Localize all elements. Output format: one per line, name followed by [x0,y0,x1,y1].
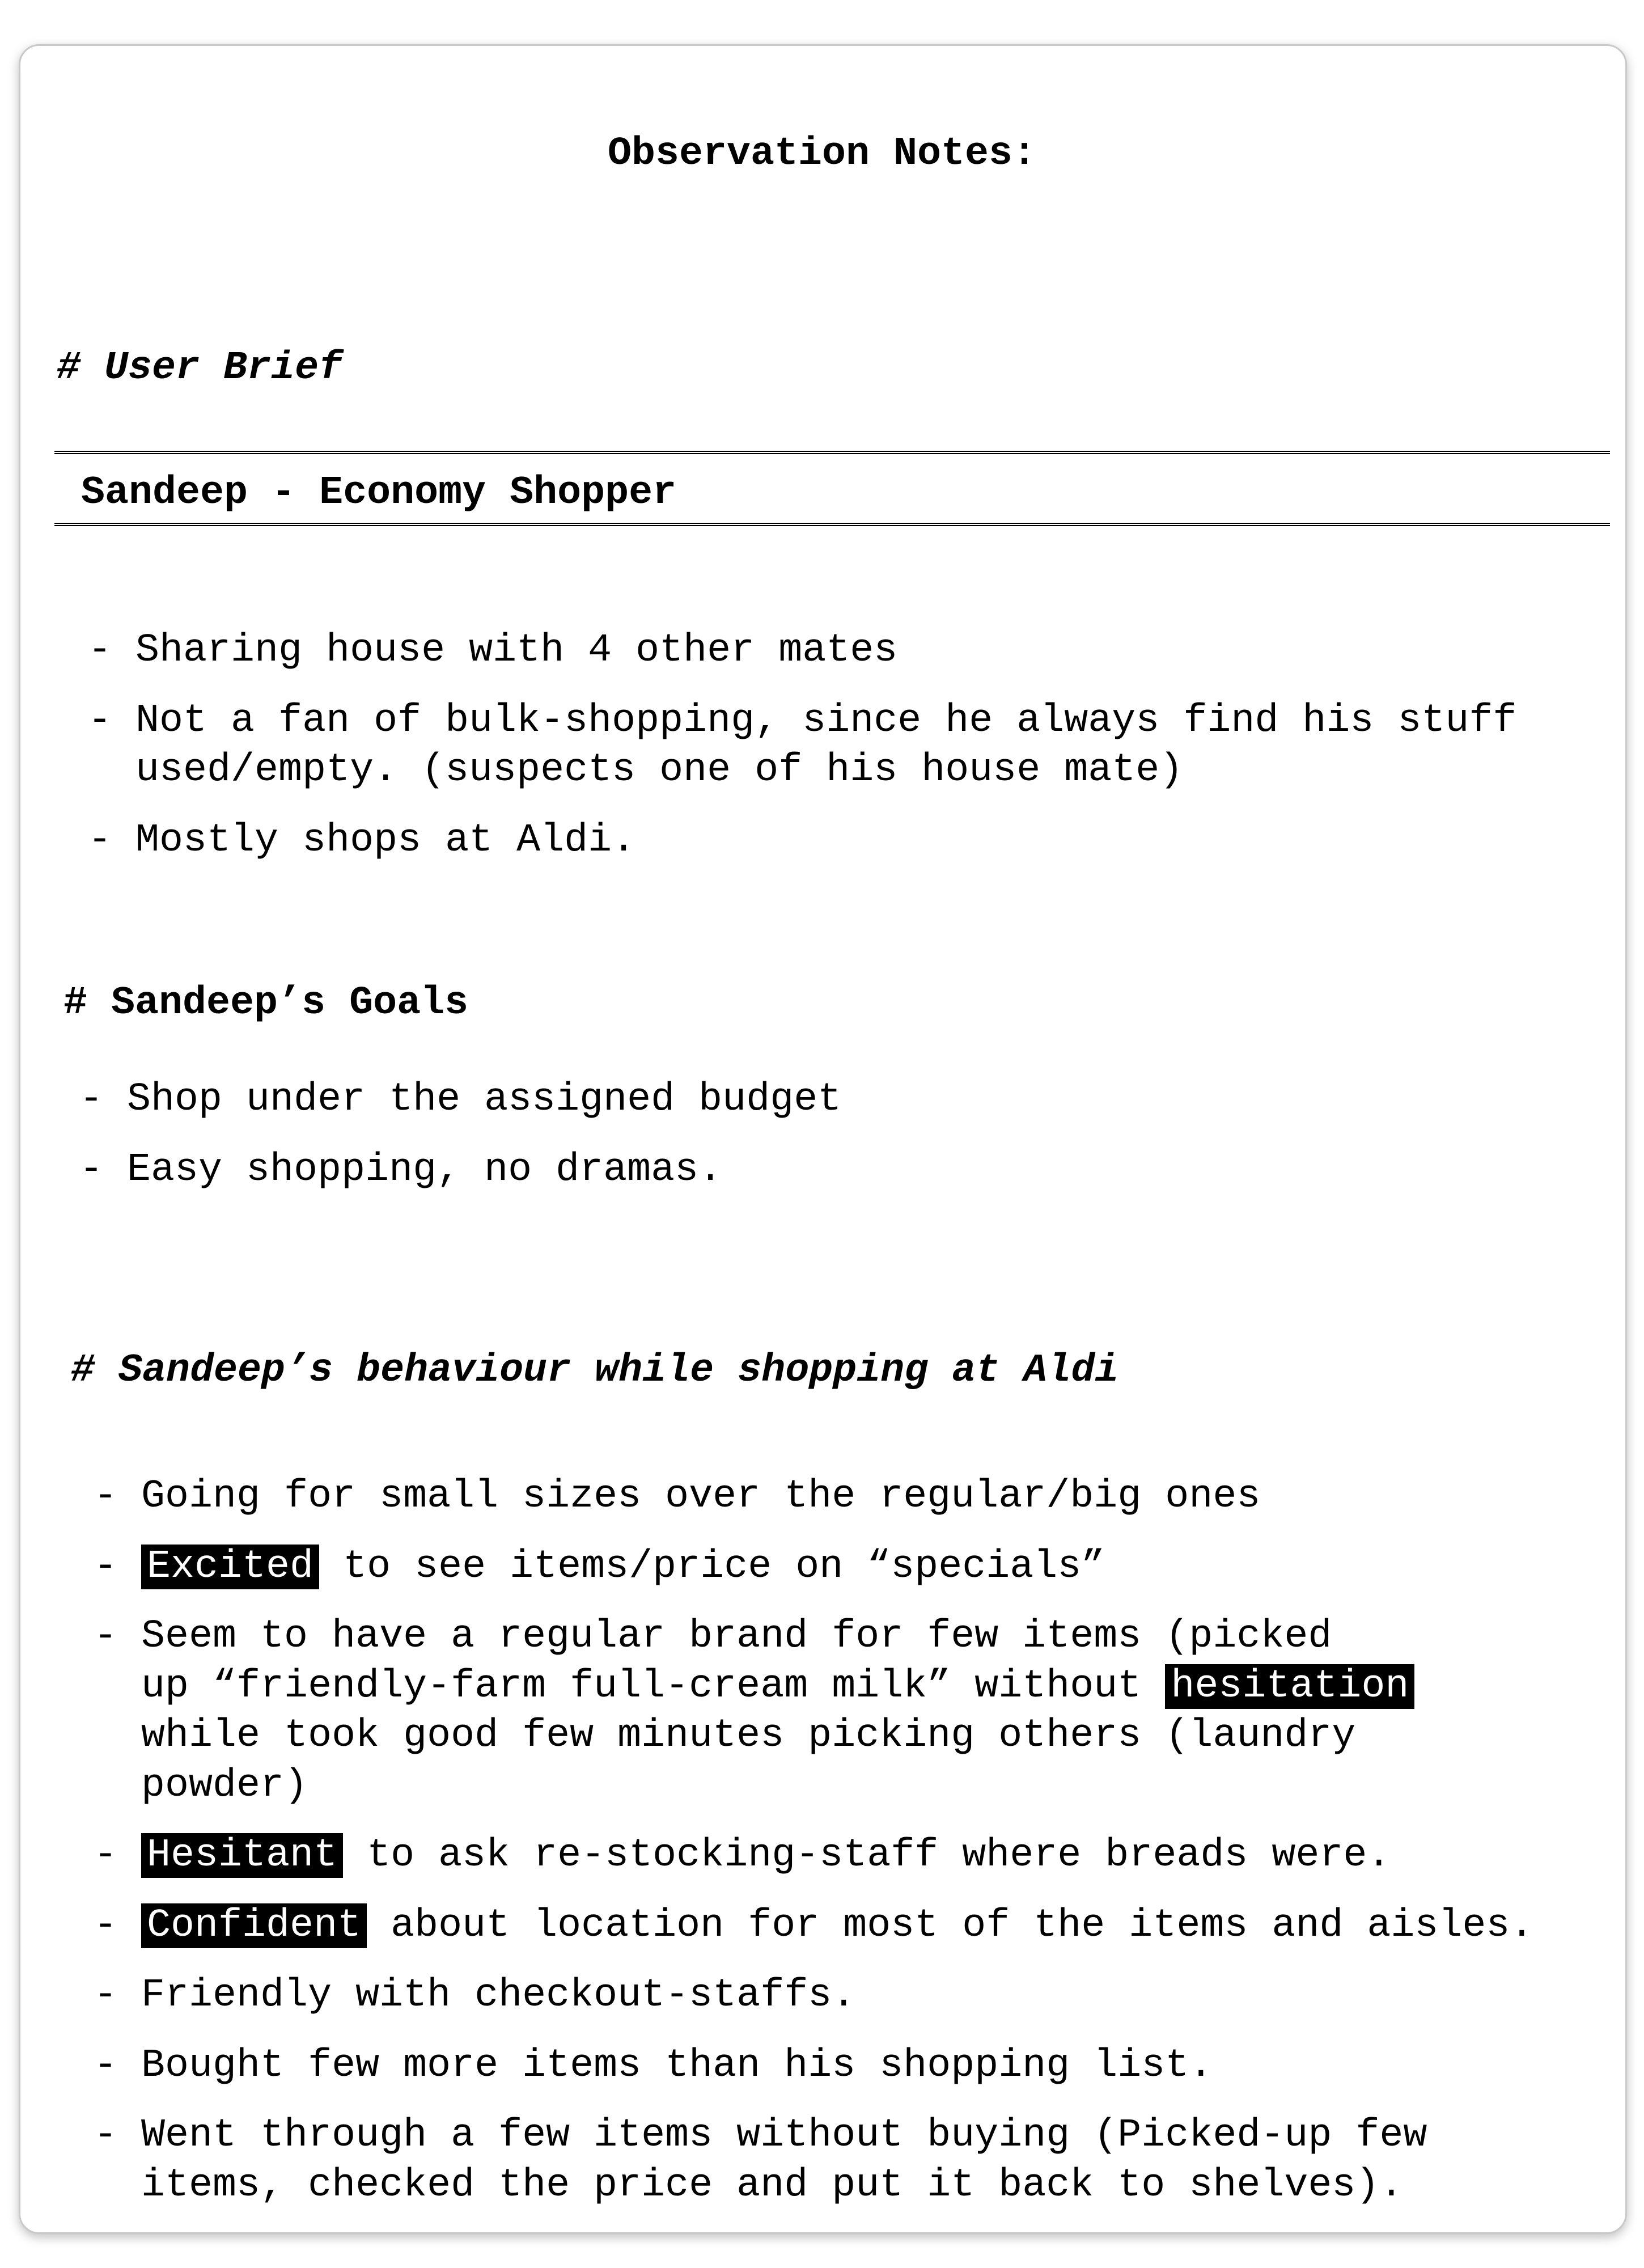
highlight-hesitation: hesitation [1165,1664,1414,1709]
user-brief-heading: # User Brief [57,346,343,391]
list-item: - Confident about location for most of the items and aisles. [94,1903,1534,1948]
goals-heading: # Sandeep’s Goals [63,981,469,1026]
list-item: - Bought few more items than his shopping list. [94,2043,1213,2088]
list-item: - Shop under the assigned budget [79,1077,842,1122]
list-item: - Excited to see items/price on “specials” [94,1544,1105,1589]
list-item: - Going for small sizes over the regular/big ones [94,1474,1261,1519]
highlight-confident: Confident [141,1903,367,1948]
highlight-hesitant: Hesitant [141,1833,343,1878]
list-item: - Friendly with checkout-staffs. [94,1973,856,2018]
list-item: - Easy shopping, no dramas. [79,1147,723,1192]
list-item: - Hesitant to ask re-stocking-staff where breads were. [94,1833,1391,1878]
divider-top [54,451,1610,454]
divider-bottom [54,523,1610,526]
persona-name: Sandeep - Economy Shopper [81,471,677,515]
list-item: - Seem to have a regular brand for few items (picked up “friendly-farm full-cream milk” without hesitation while took good few minutes picking others (laundry powder) [94,1612,1533,1810]
behaviour-heading: # Sandeep’s behaviour while shopping at Aldi [71,1348,1119,1393]
highlight-excited: Excited [141,1545,319,1589]
list-item: - Sharing house with 4 other mates [88,628,898,673]
page-title: Observation Notes: [607,132,1037,176]
list-item: - Went through a few items without buying (Picked-up few items, checked the price and put it back to shelves). [94,2113,1427,2208]
goals-list [79,1055,841,1205]
list-item: - Not a fan of bulk-shopping, since he always find his stuff used/empty. (suspects one of his house mate) [88,698,1517,793]
behaviour-list [94,1452,1533,2220]
list-item: - Mostly shops at Aldi. [88,818,636,863]
user-brief-list [88,606,1516,875]
